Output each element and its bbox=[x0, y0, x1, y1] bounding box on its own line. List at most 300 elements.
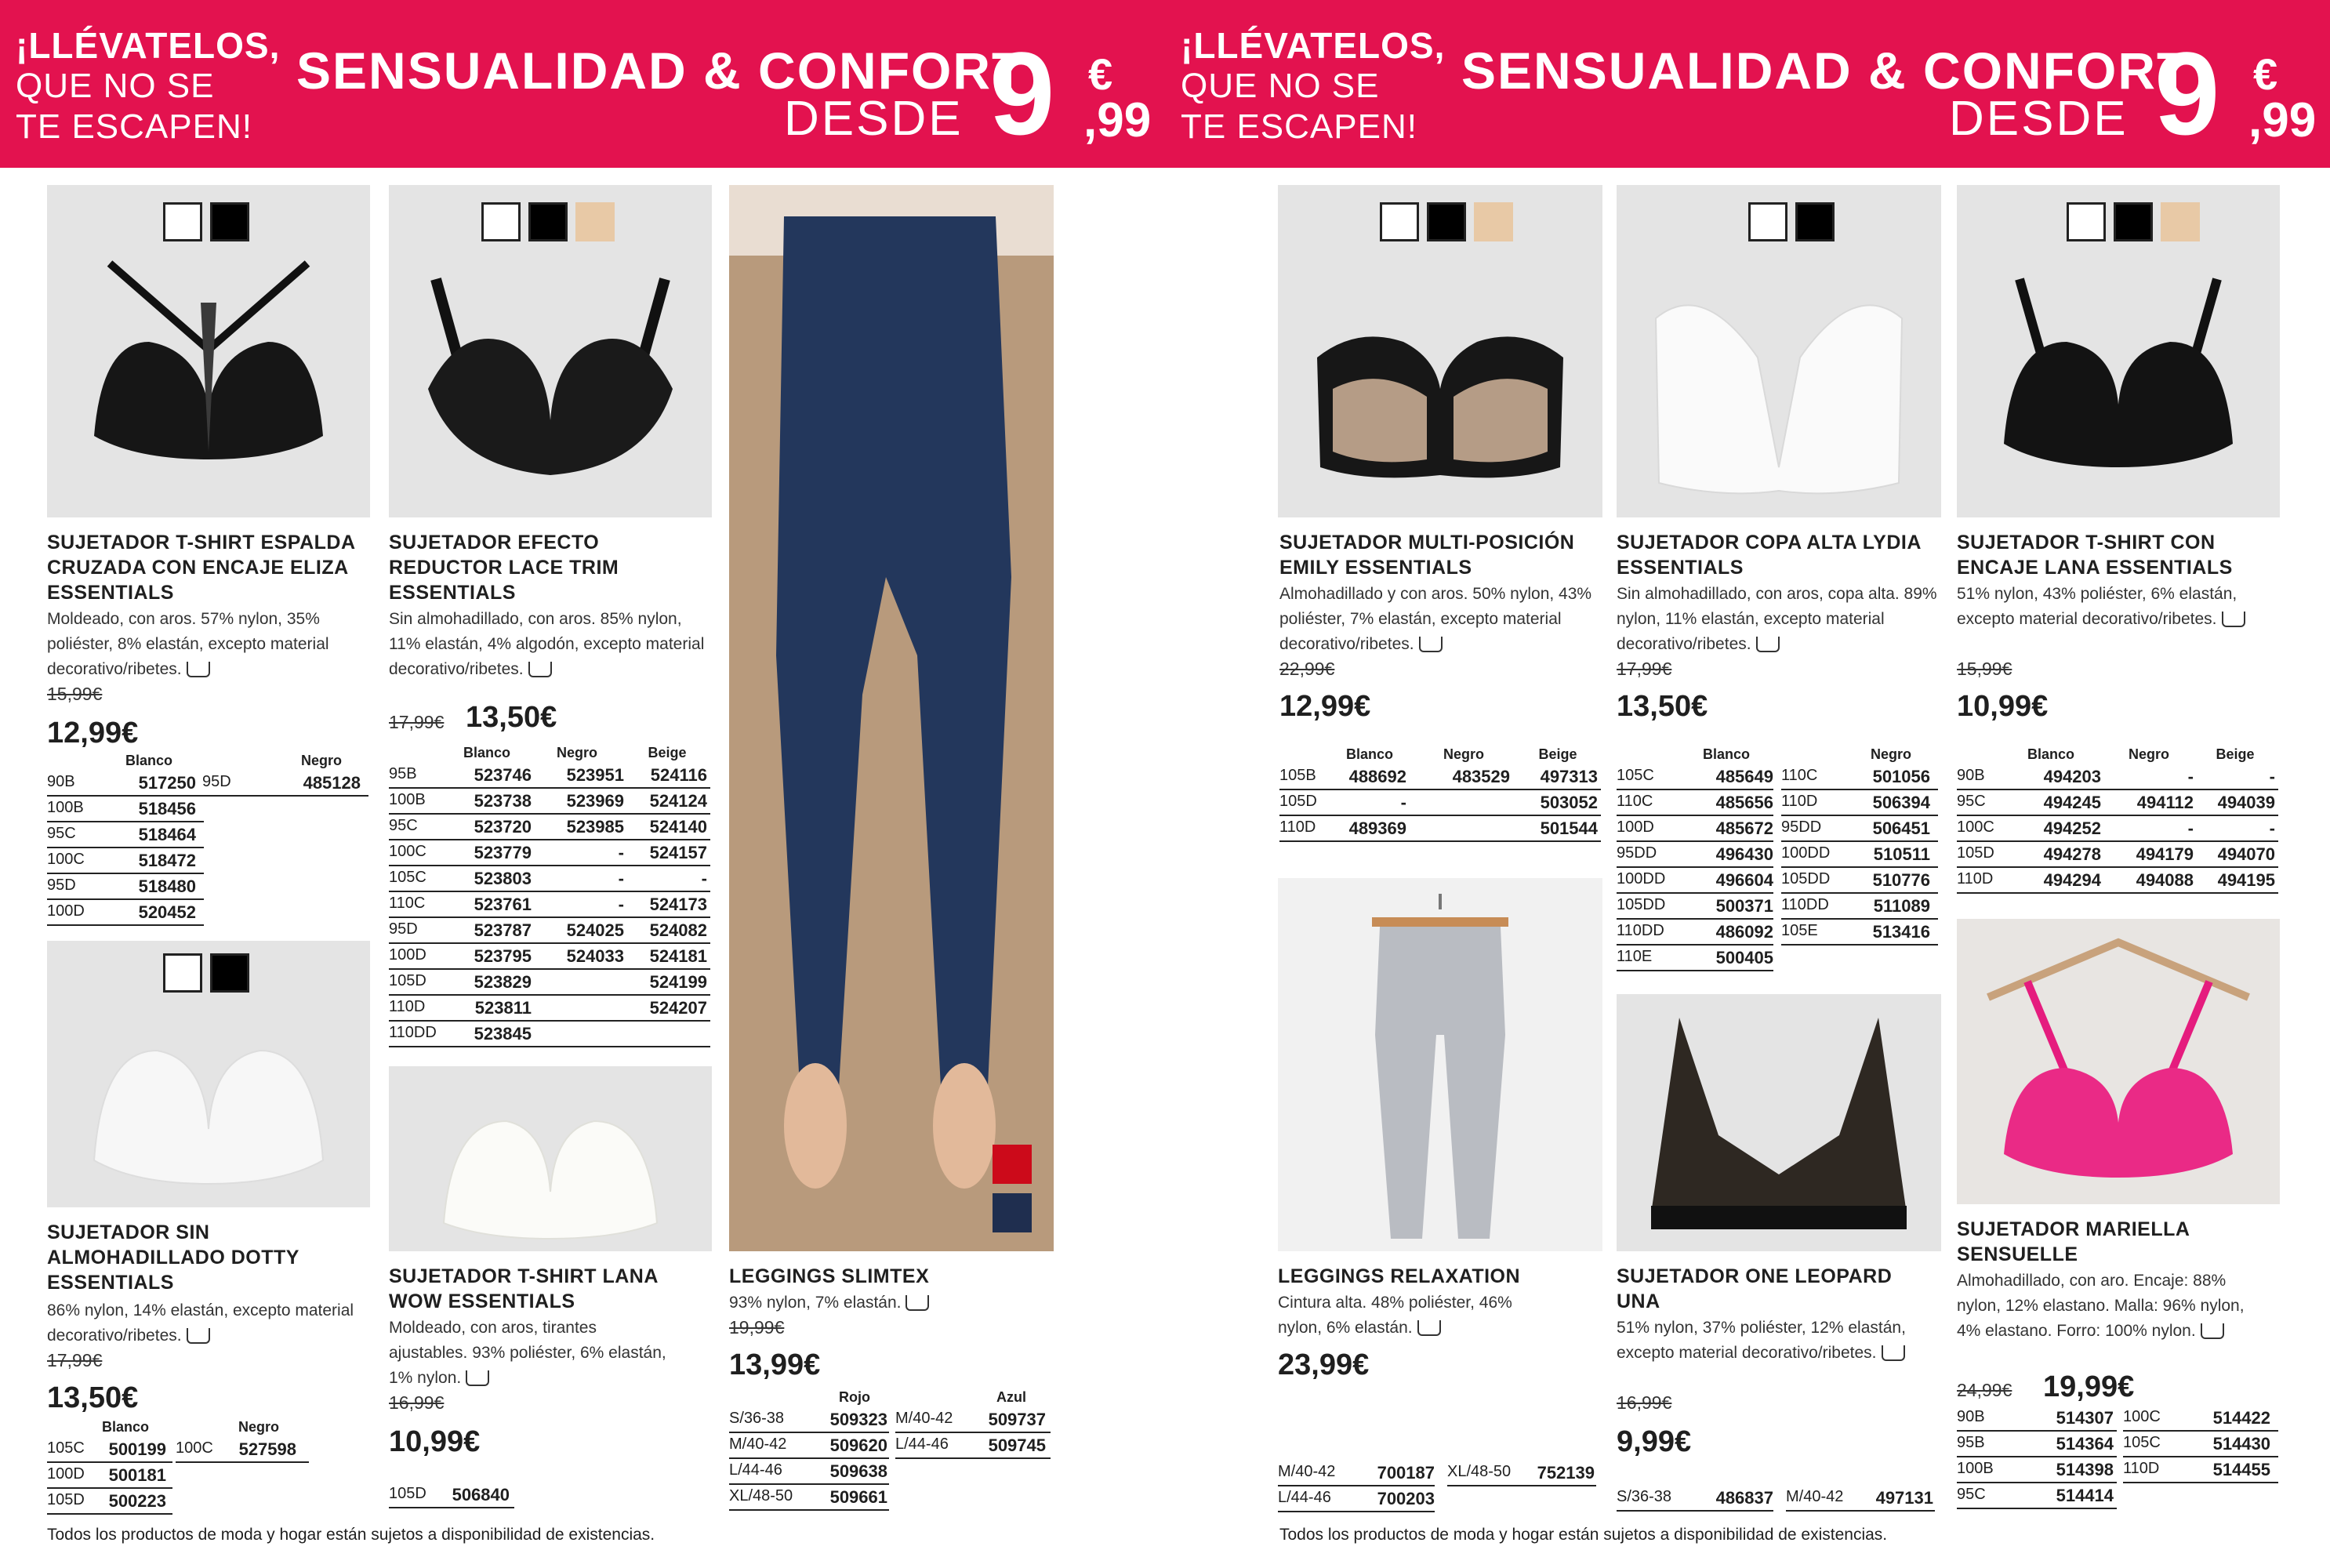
bra-illustration bbox=[389, 1066, 712, 1251]
table-row bbox=[47, 770, 204, 797]
table-header: Negro bbox=[300, 753, 342, 768]
table-header: Blanco bbox=[125, 753, 172, 768]
table-header: Blanco bbox=[1345, 746, 1393, 762]
ref-code: - bbox=[2187, 767, 2194, 786]
product-desc-lydia: Sin almohadillado, con aros, copa alta. 89% nylon, 11% elastán, excepto material decorativo/ribetes. bbox=[1617, 585, 1937, 653]
bra-illustration bbox=[1957, 185, 2280, 517]
size-label: 95D bbox=[47, 877, 76, 894]
size-label: 105D bbox=[389, 1485, 426, 1502]
table-row bbox=[47, 848, 204, 874]
old-price-lydia: 17,99€ bbox=[1617, 659, 1672, 679]
ref-table-emily bbox=[1279, 746, 1601, 848]
banner-price: 9 bbox=[989, 27, 1052, 159]
price-wow: 10,99€ bbox=[389, 1425, 481, 1458]
ref-code: - bbox=[1400, 793, 1406, 812]
product-desc-lana: 51% nylon, 43% poliéster, 6% elastán, excepto material decorativo/ribetes. bbox=[1957, 582, 2278, 632]
ref-code: 514414 bbox=[2056, 1486, 2114, 1505]
ref-code: 509661 bbox=[829, 1487, 887, 1507]
ref-code: 523738 bbox=[474, 791, 532, 811]
ref-code: 500181 bbox=[108, 1465, 166, 1485]
ref-code: 494112 bbox=[2136, 793, 2194, 812]
product-desc-slimtex: 93% nylon, 7% elastán. bbox=[729, 1290, 1043, 1316]
banner-cents: ,99 bbox=[2248, 93, 2317, 147]
product-image-mariella[interactable] bbox=[1957, 919, 2280, 1204]
size-label: M/40-42 bbox=[1786, 1488, 1844, 1505]
size-label: 110D bbox=[1781, 793, 1818, 810]
table-row bbox=[729, 1458, 889, 1485]
leggings-illustration bbox=[1278, 878, 1602, 1251]
table-row bbox=[389, 762, 710, 789]
wash-icon bbox=[2222, 612, 2245, 627]
old-price-lana: 15,99€ bbox=[1957, 659, 2012, 679]
size-label: 110DD bbox=[1781, 896, 1829, 913]
table-row bbox=[47, 796, 204, 822]
promo-banner bbox=[0, 0, 1165, 168]
product-title-lace-trim: SUJETADOR EFECTO REDUCTOR LACE TRIM ESSENTIALS bbox=[389, 532, 619, 604]
size-label: 95C bbox=[47, 825, 76, 842]
size-label: 110D bbox=[1279, 818, 1316, 836]
size-label: L/44-46 bbox=[895, 1436, 949, 1453]
table-row bbox=[389, 788, 710, 815]
ref-code: 483529 bbox=[1452, 767, 1510, 786]
table-row bbox=[389, 1482, 514, 1508]
table-header: Beige bbox=[648, 745, 687, 760]
ref-code: 486837 bbox=[1715, 1488, 1773, 1508]
size-label: 100C bbox=[389, 843, 426, 860]
table-row bbox=[389, 917, 710, 944]
ref-code: 510776 bbox=[1872, 870, 1930, 890]
ref-code: - bbox=[618, 869, 624, 888]
table-row bbox=[1617, 764, 1773, 790]
ref-code: 524033 bbox=[566, 946, 624, 966]
table-row bbox=[1957, 1457, 2117, 1483]
table-row bbox=[1617, 1485, 1773, 1512]
table-row bbox=[1278, 1486, 1435, 1512]
ref-code: 514422 bbox=[2212, 1408, 2270, 1428]
table-row bbox=[1617, 893, 1773, 920]
product-title-wow: SUJETADOR T-SHIRT LANA WOW ESSENTIALS bbox=[389, 1265, 658, 1312]
product-image-slimtex[interactable] bbox=[729, 185, 1054, 1251]
ref-code: 513416 bbox=[1872, 922, 1930, 942]
size-label: 95C bbox=[389, 817, 418, 834]
table-row bbox=[1279, 789, 1601, 816]
ref-code: 523787 bbox=[474, 920, 532, 940]
price-lydia: 13,50€ bbox=[1617, 690, 1708, 723]
old-price-wow: 16,99€ bbox=[389, 1392, 445, 1413]
ref-code: - bbox=[2187, 818, 2194, 838]
product-image-lace-trim[interactable] bbox=[389, 185, 712, 517]
bra-illustration bbox=[1617, 185, 1941, 517]
size-label: 100B bbox=[47, 799, 84, 816]
ref-code: 494195 bbox=[2217, 870, 2275, 890]
leggings-illustration bbox=[729, 185, 1054, 1251]
price-lace-trim: 13,50€ bbox=[466, 701, 557, 734]
table-row bbox=[47, 873, 204, 900]
ref-code: 524082 bbox=[649, 920, 707, 940]
product-image-relaxation[interactable] bbox=[1278, 878, 1602, 1251]
size-label: 100DD bbox=[1781, 844, 1831, 862]
table-row bbox=[1279, 815, 1601, 842]
ref-code: 517250 bbox=[138, 773, 196, 793]
table-header: Negro bbox=[238, 1419, 279, 1435]
table-header: Azul bbox=[996, 1389, 1026, 1405]
ref-code: 509620 bbox=[829, 1436, 887, 1455]
ref-code: 506451 bbox=[1872, 818, 1930, 838]
banner-currency: € bbox=[2253, 49, 2278, 99]
ref-code: 514455 bbox=[2212, 1460, 2270, 1479]
ref-code: 494070 bbox=[2217, 844, 2275, 864]
price-leopard: 9,99€ bbox=[1617, 1425, 1692, 1458]
table-row bbox=[1617, 945, 1773, 971]
wash-icon bbox=[1419, 637, 1443, 652]
ref-code: - bbox=[2269, 818, 2275, 838]
ref-code: 523720 bbox=[474, 817, 532, 837]
table-row bbox=[1617, 867, 1773, 894]
ref-table-dotty bbox=[47, 1419, 321, 1521]
table-row bbox=[895, 1432, 1051, 1459]
product-image-dotty[interactable] bbox=[47, 941, 370, 1207]
ref-code: 494039 bbox=[2217, 793, 2275, 812]
ref-code: 518480 bbox=[138, 877, 196, 896]
bra-illustration bbox=[389, 185, 712, 517]
price-mariella: 19,99€ bbox=[2043, 1370, 2135, 1403]
product-title-slimtex: LEGGINGS SLIMTEX bbox=[729, 1265, 930, 1287]
ref-code: 494252 bbox=[2043, 818, 2101, 838]
ref-code: 700187 bbox=[1377, 1463, 1435, 1483]
ref-code: 488692 bbox=[1348, 767, 1406, 786]
wash-icon bbox=[528, 662, 552, 677]
old-price-leopard: 16,99€ bbox=[1617, 1392, 1672, 1413]
ref-code: 485656 bbox=[1715, 793, 1773, 812]
product-title-lydia: SUJETADOR COPA ALTA LYDIA ESSENTIALS bbox=[1617, 532, 1921, 579]
size-label: 95C bbox=[1957, 1486, 1986, 1503]
banner-desde: DESDE bbox=[784, 92, 964, 146]
ref-code: 524025 bbox=[566, 920, 624, 940]
product-desc-dotty: 86% nylon, 14% elastán, excepto material decorativo/ribetes. bbox=[47, 1301, 354, 1345]
table-row bbox=[202, 770, 368, 797]
old-price-mariella: 24,99€ bbox=[1957, 1380, 2012, 1400]
size-label: 95D bbox=[202, 773, 231, 790]
banner-title: SENSUALIDAD & CONFORT bbox=[296, 42, 1025, 100]
ref-code: 523829 bbox=[474, 972, 532, 992]
size-label: 100C bbox=[1957, 818, 1994, 836]
ref-code: 524199 bbox=[649, 972, 707, 992]
size-label: 100C bbox=[176, 1439, 213, 1457]
table-row bbox=[1957, 764, 2278, 790]
table-header: Blanco bbox=[101, 1419, 149, 1435]
ref-code: 524207 bbox=[649, 998, 707, 1018]
bra-illustration bbox=[1957, 919, 2280, 1204]
ref-code: - bbox=[618, 895, 624, 914]
ref-code: 511089 bbox=[1873, 896, 1930, 916]
table-header: Blanco bbox=[2027, 746, 2074, 762]
size-label: 95B bbox=[389, 765, 417, 782]
price-relaxation: 23,99€ bbox=[1278, 1348, 1370, 1381]
table-row bbox=[1617, 841, 1773, 868]
price-dotty: 13,50€ bbox=[47, 1381, 139, 1414]
product-image-leopard[interactable] bbox=[1617, 994, 1941, 1251]
ref-code: 523845 bbox=[474, 1024, 532, 1044]
size-label: 110C bbox=[389, 895, 426, 912]
size-label: S/36-38 bbox=[1617, 1488, 1672, 1505]
size-label: M/40-42 bbox=[895, 1410, 953, 1427]
size-label: 95D bbox=[389, 920, 418, 938]
table-row bbox=[1781, 867, 1938, 894]
wash-icon bbox=[906, 1295, 929, 1311]
table-row bbox=[1781, 764, 1938, 790]
table-row bbox=[1279, 764, 1601, 790]
ref-code: 497313 bbox=[1540, 767, 1598, 786]
promo-banner bbox=[1165, 0, 2330, 168]
ref-table-wow bbox=[389, 1482, 514, 1513]
table-row bbox=[1957, 1483, 2117, 1509]
table-header: Rojo bbox=[839, 1389, 870, 1405]
banner-currency: € bbox=[1088, 49, 1113, 99]
ref-code: - bbox=[618, 843, 624, 862]
size-label: 100D bbox=[1617, 818, 1654, 836]
ref-code: 485649 bbox=[1715, 767, 1773, 786]
ref-code: 509638 bbox=[829, 1461, 887, 1481]
size-label: 105C bbox=[389, 869, 426, 886]
table-row bbox=[389, 891, 710, 918]
size-label: XL/48-50 bbox=[1447, 1463, 1512, 1480]
ref-code: 485128 bbox=[303, 773, 361, 793]
price-emily: 12,99€ bbox=[1279, 690, 1371, 723]
size-label: 105D bbox=[47, 1491, 85, 1508]
ref-code: 518472 bbox=[138, 851, 196, 870]
table-row bbox=[389, 943, 710, 970]
ref-code: 506840 bbox=[452, 1485, 510, 1504]
table-row bbox=[1617, 789, 1773, 816]
table-row bbox=[895, 1406, 1051, 1433]
size-label: 110D bbox=[2123, 1460, 2160, 1477]
size-label: 110C bbox=[1617, 793, 1653, 810]
ref-code: 506394 bbox=[1872, 793, 1930, 812]
size-label: 110D bbox=[1957, 870, 1994, 887]
wash-icon bbox=[2201, 1323, 2224, 1339]
ref-code: 524116 bbox=[650, 765, 707, 785]
product-desc-wow: Moldeado, con aros, tirantes ajustables. 93% poliéster, 6% elastán, 1% nylon. bbox=[389, 1319, 666, 1387]
banner-slogan: ¡LLÉVATELOS, QUE NO SE TE ESCAPEN! bbox=[16, 25, 281, 146]
banner-slogan: ¡LLÉVATELOS, QUE NO SE TE ESCAPEN! bbox=[1181, 25, 1446, 146]
wash-icon bbox=[187, 662, 210, 677]
table-row bbox=[47, 822, 204, 848]
size-label: 105B bbox=[1279, 767, 1316, 784]
table-row bbox=[2123, 1431, 2278, 1457]
table-row bbox=[1781, 789, 1938, 816]
ref-code: 524157 bbox=[649, 843, 707, 862]
ref-code: 524173 bbox=[649, 895, 707, 914]
product-image-lydia[interactable] bbox=[1617, 185, 1941, 517]
ref-code: 514398 bbox=[2056, 1460, 2114, 1479]
ref-code: 494294 bbox=[2043, 870, 2101, 890]
ref-code: 494179 bbox=[2136, 844, 2194, 864]
price-lana: 10,99€ bbox=[1957, 690, 2049, 723]
ref-code: 500371 bbox=[1715, 896, 1773, 916]
table-row bbox=[2123, 1405, 2278, 1432]
product-title-leopard: SUJETADOR ONE LEOPARD UNA bbox=[1617, 1265, 1893, 1312]
size-label: 105C bbox=[47, 1439, 85, 1457]
ref-table-eliza bbox=[47, 753, 368, 933]
ref-code: 523779 bbox=[474, 843, 532, 862]
size-label: 100D bbox=[47, 1465, 85, 1483]
table-row bbox=[1617, 815, 1773, 842]
old-price-eliza: 15,99€ bbox=[47, 684, 103, 704]
size-label: 95DD bbox=[1781, 818, 1822, 836]
table-header: Negro bbox=[556, 745, 597, 760]
ref-code: 700203 bbox=[1377, 1489, 1435, 1508]
ref-code: 518456 bbox=[138, 799, 196, 818]
size-label: M/40-42 bbox=[1278, 1463, 1336, 1480]
table-row bbox=[1957, 841, 2278, 868]
wash-icon bbox=[1882, 1345, 1905, 1361]
product-title-lana: SUJETADOR T-SHIRT CON ENCAJE LANA ESSENTIALS bbox=[1957, 532, 2233, 579]
table-row bbox=[1957, 1405, 2117, 1432]
ref-code: 485672 bbox=[1715, 818, 1773, 838]
size-label: 95B bbox=[1957, 1434, 1985, 1451]
ref-code: 524140 bbox=[649, 817, 707, 837]
ref-code: 503052 bbox=[1540, 793, 1598, 812]
swatch-red[interactable] bbox=[993, 1145, 1032, 1184]
product-desc-eliza: Moldeado, con aros. 57% nylon, 35% poliéster, 8% elastán, excepto material decorativo/ribetes. bbox=[47, 610, 329, 678]
banner-desde: DESDE bbox=[1949, 92, 2129, 146]
banner-cents: ,99 bbox=[1083, 93, 1152, 147]
ref-table-lydia bbox=[1617, 746, 1938, 982]
ref-code: 520452 bbox=[138, 902, 196, 922]
product-title-mariella: SUJETADOR MARIELLA SENSUELLE bbox=[1957, 1218, 2190, 1265]
size-label: 100D bbox=[389, 946, 426, 964]
size-label: 90B bbox=[1957, 1408, 1985, 1425]
table-row bbox=[1957, 815, 2278, 842]
ref-code: 514430 bbox=[2212, 1434, 2270, 1454]
table-header: Negro bbox=[1443, 746, 1484, 762]
ref-code: 523761 bbox=[474, 895, 532, 914]
size-label: 100B bbox=[1957, 1460, 1994, 1477]
size-label: 105E bbox=[1781, 922, 1818, 939]
table-row bbox=[47, 1436, 172, 1463]
footer-disclaimer: Todos los productos de moda y hogar están sujetos a disponibilidad de existencias. bbox=[47, 1526, 655, 1544]
table-row bbox=[176, 1436, 309, 1463]
table-row bbox=[1957, 789, 2278, 816]
table-row bbox=[1781, 893, 1938, 920]
wash-icon bbox=[1756, 637, 1780, 652]
ref-code: 509745 bbox=[988, 1436, 1046, 1455]
ref-table-leopard bbox=[1617, 1485, 1938, 1516]
size-label: S/36-38 bbox=[729, 1410, 785, 1427]
table-row bbox=[47, 1488, 172, 1515]
old-price-lace-trim: 17,99€ bbox=[389, 712, 445, 732]
table-row bbox=[389, 995, 710, 1022]
ref-table-slimtex bbox=[729, 1389, 1051, 1515]
ref-code: 523969 bbox=[566, 791, 624, 811]
ref-code: 523985 bbox=[566, 817, 624, 837]
product-image-eliza[interactable] bbox=[47, 185, 370, 517]
size-label: 105D bbox=[389, 972, 426, 989]
table-row bbox=[1278, 1460, 1435, 1486]
table-row bbox=[1781, 841, 1938, 868]
table-row bbox=[389, 1021, 710, 1047]
price-eliza: 12,99€ bbox=[47, 717, 139, 750]
ref-code: 527598 bbox=[238, 1439, 296, 1459]
bra-illustration bbox=[47, 941, 370, 1207]
size-label: 105D bbox=[1957, 844, 1994, 862]
size-label: L/44-46 bbox=[1278, 1489, 1331, 1506]
product-image-lana[interactable] bbox=[1957, 185, 2280, 517]
ref-table-lace-trim bbox=[389, 745, 710, 1058]
ref-code: 510511 bbox=[1873, 844, 1930, 864]
ref-table-relaxation bbox=[1278, 1460, 1599, 1515]
ref-code: 752139 bbox=[1537, 1463, 1595, 1483]
size-label: 110C bbox=[1781, 767, 1818, 784]
table-row bbox=[2123, 1457, 2278, 1483]
ref-code: 523746 bbox=[474, 765, 532, 785]
size-label: 100B bbox=[389, 791, 426, 808]
product-desc-lace-trim: Sin almohadillado, con aros. 85% nylon, 11% elastán, 4% algodón, excepto material decorativo/ribetes. bbox=[389, 610, 705, 678]
wash-icon bbox=[466, 1370, 489, 1386]
size-label: L/44-46 bbox=[729, 1461, 782, 1479]
ref-code: 523795 bbox=[474, 946, 532, 966]
product-desc-leopard: 51% nylon, 37% poliéster, 12% elastán, excepto material decorativo/ribetes. bbox=[1617, 1319, 1906, 1362]
table-row bbox=[1957, 1431, 2117, 1457]
wash-icon bbox=[187, 1328, 210, 1344]
ref-code: 494278 bbox=[2043, 844, 2101, 864]
size-label: 95C bbox=[1957, 793, 1986, 810]
size-label: 100C bbox=[2123, 1408, 2161, 1425]
ref-code: 518464 bbox=[138, 825, 196, 844]
bra-illustration bbox=[1617, 994, 1941, 1251]
table-row bbox=[1617, 919, 1773, 946]
size-label: 105DD bbox=[1781, 870, 1831, 887]
table-row bbox=[47, 899, 204, 926]
product-image-emily[interactable] bbox=[1278, 185, 1602, 517]
swatch-navy[interactable] bbox=[993, 1193, 1032, 1232]
table-row bbox=[1786, 1485, 1935, 1512]
ref-code: 509737 bbox=[988, 1410, 1046, 1429]
size-label: 100DD bbox=[1617, 870, 1666, 887]
table-row bbox=[389, 840, 710, 866]
ref-code: 500199 bbox=[108, 1439, 166, 1459]
ref-code: 501544 bbox=[1540, 818, 1598, 838]
ref-code: 494245 bbox=[2043, 793, 2101, 812]
size-label: 110DD bbox=[389, 1024, 437, 1041]
size-label: 100D bbox=[47, 902, 85, 920]
old-price-dotty: 17,99€ bbox=[47, 1350, 103, 1370]
size-label: 105C bbox=[2123, 1434, 2161, 1451]
size-label: M/40-42 bbox=[729, 1436, 787, 1453]
table-row bbox=[1447, 1460, 1596, 1486]
size-label: XL/48-50 bbox=[729, 1487, 793, 1504]
table-row bbox=[389, 814, 710, 840]
product-desc-relaxation: Cintura alta. 48% poliéster, 46% nylon, 6% elastán. bbox=[1278, 1294, 1512, 1337]
old-price-emily: 22,99€ bbox=[1279, 659, 1335, 679]
banner-title: SENSUALIDAD & CONFORT bbox=[1461, 42, 2190, 100]
product-title-emily: SUJETADOR MULTI-POSICIÓN EMILY ESSENTIALS bbox=[1279, 532, 1575, 579]
product-image-wow[interactable] bbox=[389, 1066, 712, 1251]
table-header: Blanco bbox=[1702, 746, 1750, 762]
table-header: Negro bbox=[2128, 746, 2169, 762]
ref-code: 514307 bbox=[2056, 1408, 2114, 1428]
size-label: 105C bbox=[1617, 767, 1654, 784]
product-desc-mariella: Almohadillado, con aro. Encaje: 88% nylon, 12% elastano. Malla: 96% nylon, 4% elastano. Forro: 100% nylon. bbox=[1957, 1272, 2245, 1340]
table-header: Beige bbox=[2216, 746, 2255, 762]
size-label: 90B bbox=[1957, 767, 1985, 784]
ref-code: 496604 bbox=[1715, 870, 1773, 890]
ref-code: 500405 bbox=[1715, 948, 1773, 967]
size-label: 105D bbox=[1279, 793, 1317, 810]
size-label: 90B bbox=[47, 773, 75, 790]
table-row bbox=[1781, 815, 1938, 842]
table-header: Beige bbox=[1538, 746, 1577, 762]
